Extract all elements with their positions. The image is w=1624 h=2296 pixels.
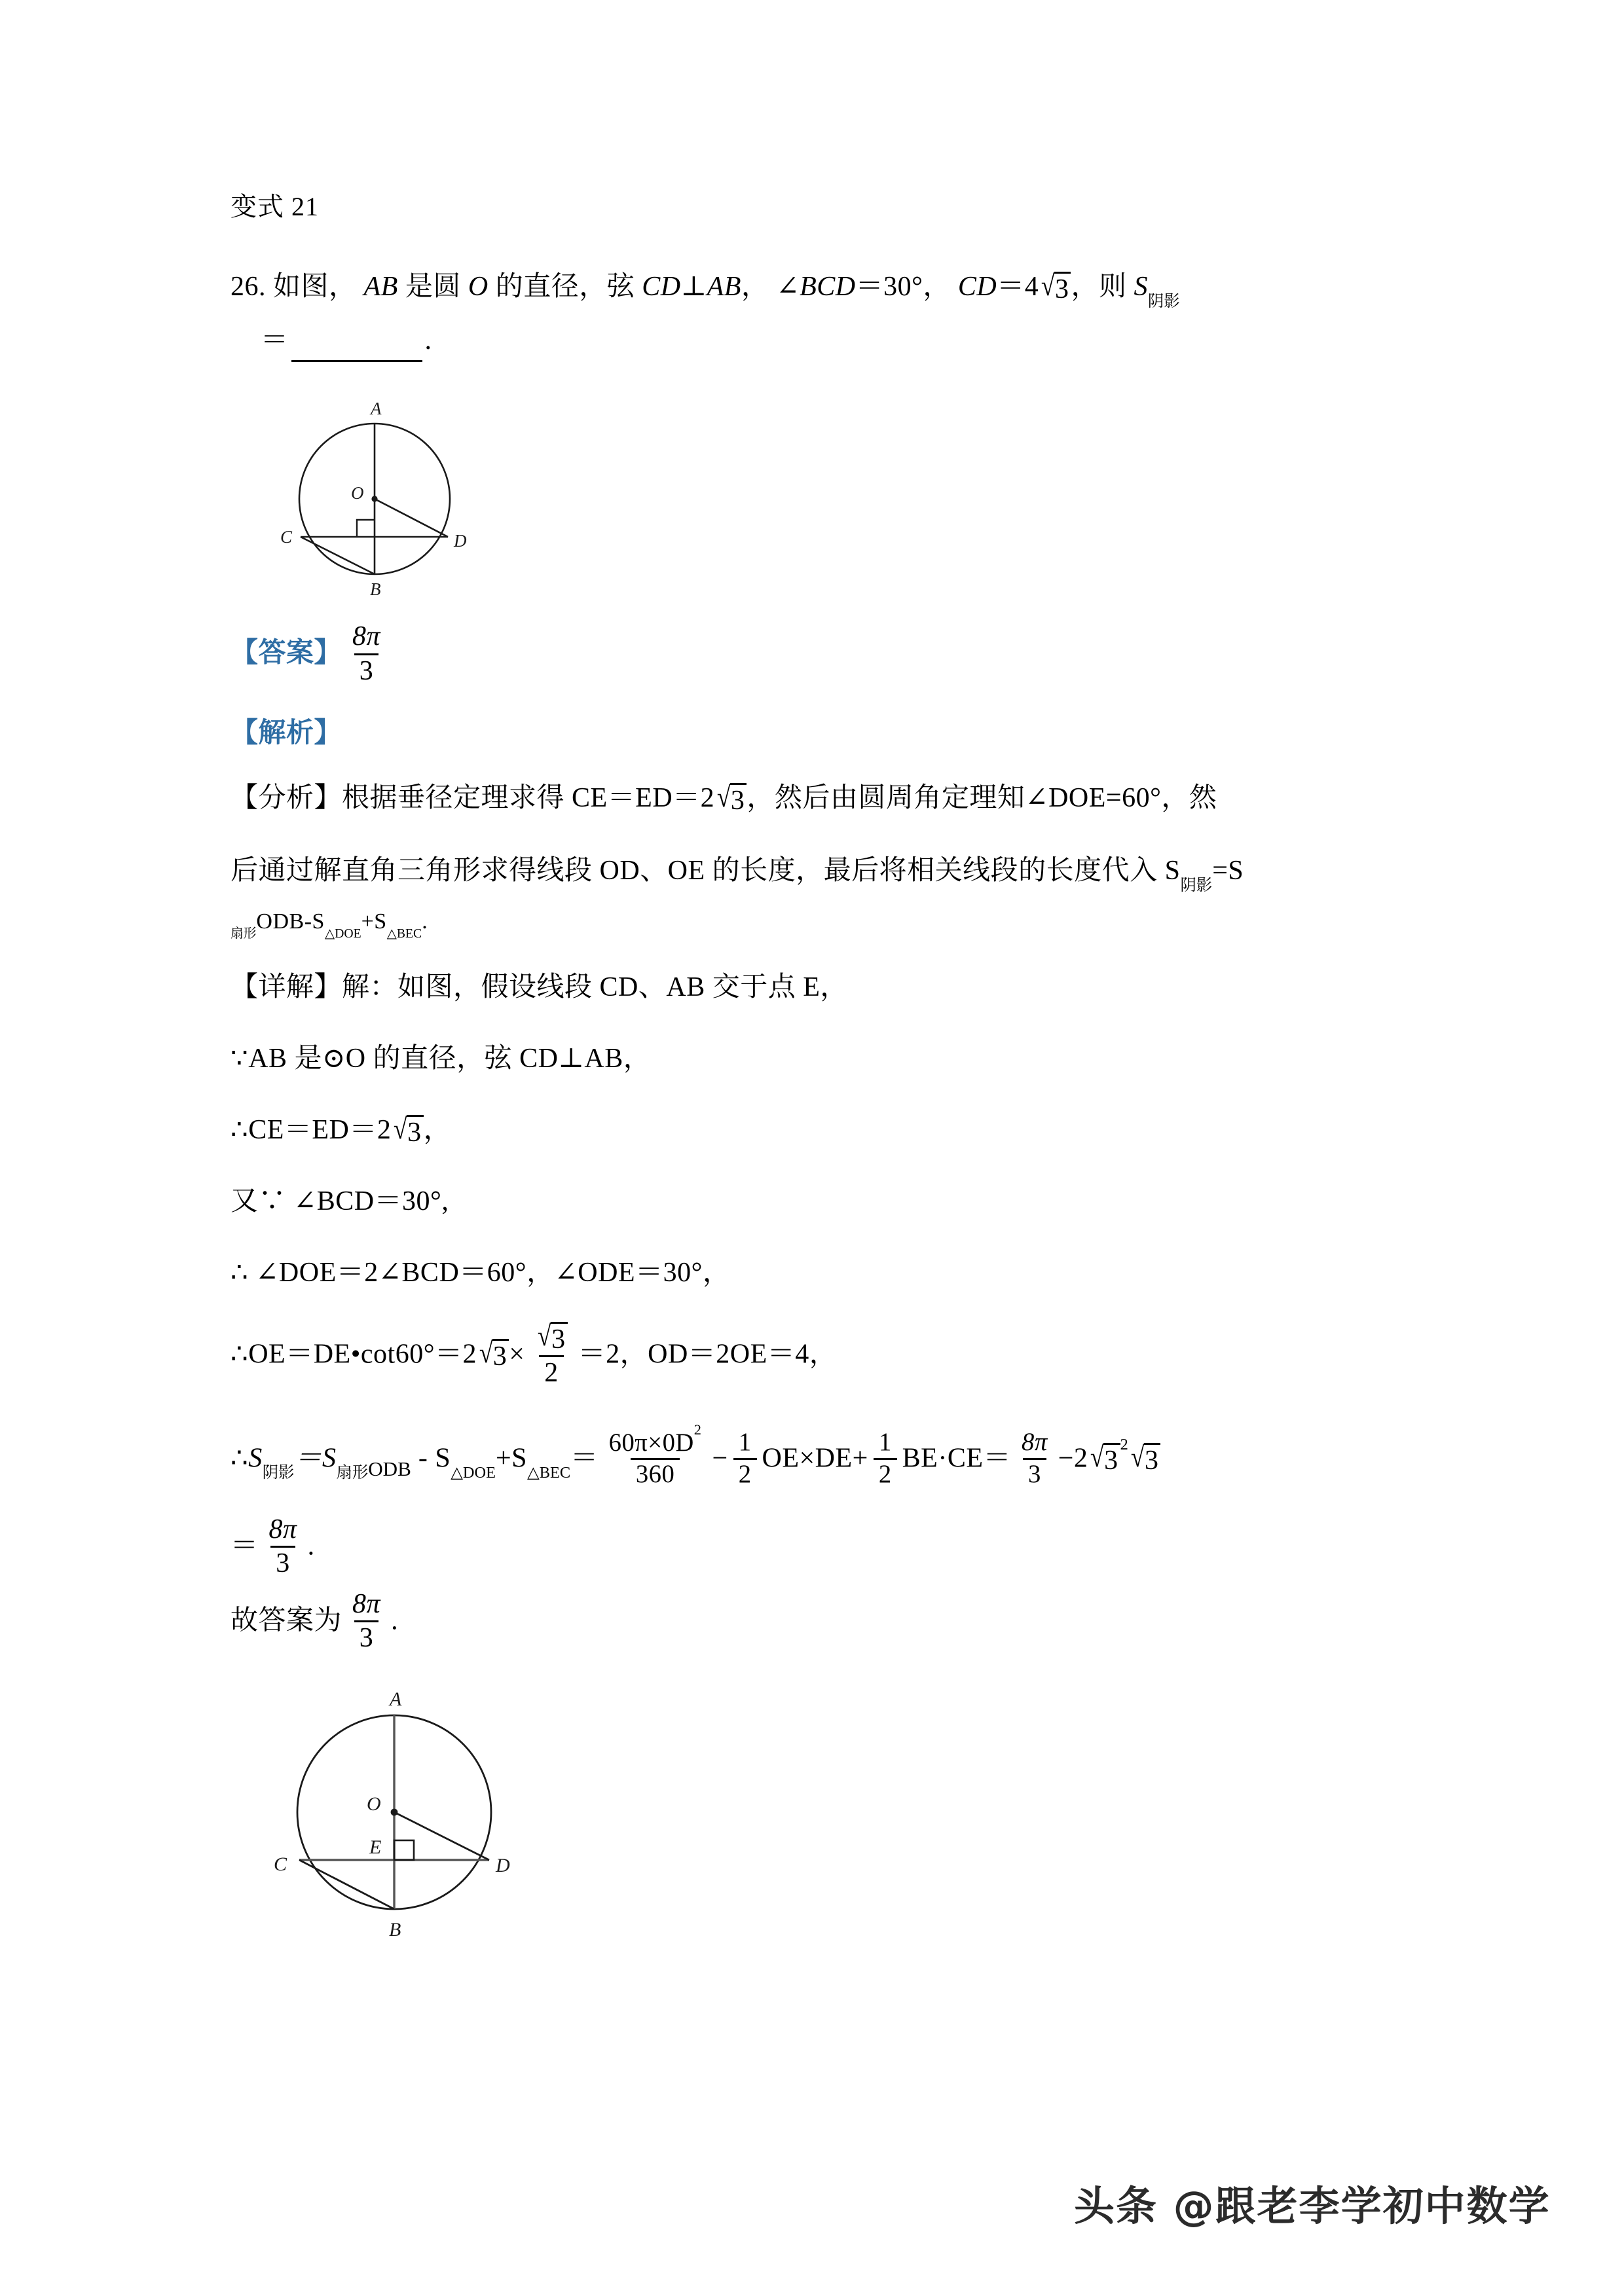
answer-numerator: 8π xyxy=(352,621,381,652)
analysis-doe-sub: △DOE xyxy=(324,926,361,941)
conclusion-suffix: . xyxy=(391,1605,399,1636)
result-suffix: . xyxy=(307,1531,315,1561)
answer-label: 【答案】 xyxy=(231,638,342,668)
solution-text-6-prefix: ∴OE＝DE•cot60°＝2 xyxy=(231,1339,477,1370)
radical-sign: √ xyxy=(538,1320,552,1353)
circle-diagram-1 xyxy=(270,384,479,600)
solution-fraction-root3-2 xyxy=(530,1322,572,1388)
frac-numerator: 1 xyxy=(738,1429,752,1456)
conclusion-fraction xyxy=(347,1590,386,1654)
formula-fraction-half-1 xyxy=(733,1429,757,1488)
question-eq-1: ＝30° xyxy=(855,272,923,302)
formula-tail-exponent: 2 xyxy=(1120,1435,1129,1453)
figure1-label-b: B xyxy=(370,579,381,600)
label-cd-2: CD xyxy=(957,272,997,302)
sqrt-3-num xyxy=(535,1322,567,1354)
analysis-plus-s: +S xyxy=(361,909,387,934)
watermark: 头条 @跟老李学初中数学 xyxy=(1074,2182,1551,2230)
formula-tail-sqrt-2 xyxy=(1128,1440,1160,1476)
question-text-4: ， xyxy=(923,272,951,302)
solution-formula-line xyxy=(231,1421,1475,1490)
solution-text-1: 解：如图，假设线段 CD、AB 交于点 E， xyxy=(342,972,848,1002)
conclusion-numerator: 8π xyxy=(352,1588,381,1619)
angle-symbol: ∠ xyxy=(776,272,800,302)
solution-result-line xyxy=(231,1516,1475,1580)
analysis-text-4: =S xyxy=(1212,856,1244,886)
question-statement xyxy=(231,266,1475,309)
frac-denominator: 3 xyxy=(1023,1458,1046,1489)
radicand: 3 xyxy=(492,1339,509,1371)
analysis-line-1 xyxy=(231,777,1475,820)
center-point-dot xyxy=(371,496,377,502)
explanation-label: 【解析】 xyxy=(231,718,342,748)
radicand: 3 xyxy=(730,783,747,815)
solution-line-5 xyxy=(231,1252,1475,1294)
solution-sqrt-3b xyxy=(477,1339,509,1371)
formula-op-plus: + xyxy=(852,1442,868,1473)
label-ab-2: AB xyxy=(707,272,741,302)
formula-fraction-half-2 xyxy=(874,1429,897,1488)
analysis-minus-s: -S xyxy=(304,909,325,934)
radical-sign: √ xyxy=(1041,270,1056,302)
question-number: 26. xyxy=(231,272,266,302)
right-angle-mark xyxy=(357,520,375,537)
analysis-sector-sub: 扇形 xyxy=(231,926,257,941)
solution-line-6 xyxy=(231,1320,1475,1389)
segment-cb xyxy=(301,537,375,574)
analysis-text-1: 根据垂径定理求得 CE＝ED＝2 xyxy=(342,783,715,814)
frac-numerator: 8π xyxy=(1022,1429,1048,1456)
radicand: 3 xyxy=(407,1115,424,1147)
solution-text-6-suffix: ＝2，OD＝2OE＝4， xyxy=(578,1339,838,1370)
solution-text-5: ∴ ∠DOE＝2∠BCD＝60°，∠ODE＝30°， xyxy=(231,1258,731,1288)
center-point-dot xyxy=(391,1809,398,1816)
formula-plus1: +S xyxy=(496,1442,528,1473)
figure2-label-a: A xyxy=(390,1688,402,1711)
s-symbol: S xyxy=(1134,272,1148,302)
formula-term2: OE×DE xyxy=(762,1442,853,1473)
conclusion-denominator: 3 xyxy=(354,1620,379,1653)
figure1-label-o: O xyxy=(351,483,364,503)
formula-fraction-result xyxy=(1016,1429,1053,1488)
formula-s: S xyxy=(248,1442,263,1473)
frac-numerator xyxy=(604,1421,707,1459)
answer-blank[interactable] xyxy=(291,338,422,362)
result-numerator: 8π xyxy=(268,1514,297,1544)
solution-line-1 xyxy=(231,966,1475,1009)
formula-fraction-sector xyxy=(604,1421,707,1489)
frac-denominator: 2 xyxy=(539,1355,564,1388)
question-text-5: ，则 xyxy=(1071,272,1127,302)
label-ab: AB xyxy=(363,272,398,302)
segment-od xyxy=(375,499,448,537)
s-subscript: 阴影 xyxy=(1148,292,1180,310)
frac-denominator: 2 xyxy=(733,1458,757,1489)
figure2-label-e: E xyxy=(369,1836,382,1859)
analysis-sqrt-3 xyxy=(714,783,747,815)
frac-denominator: 360 xyxy=(631,1458,680,1489)
blank-suffix: . xyxy=(424,325,432,356)
figure2-label-o: O xyxy=(367,1793,381,1815)
sqrt-3 xyxy=(1039,272,1071,304)
segment-cb xyxy=(299,1860,394,1909)
page-content xyxy=(231,190,1475,1969)
solution-sqrt-3 xyxy=(391,1112,423,1148)
formula-therefore: ∴ xyxy=(231,1442,249,1473)
frac-numerator: 1 xyxy=(878,1429,892,1456)
answer-row xyxy=(231,623,1475,687)
frac-numerator xyxy=(530,1322,572,1355)
analysis-line-3 xyxy=(231,905,1475,939)
figure2-label-d: D xyxy=(496,1855,510,1877)
analysis-text-2: ，然后由圆周角定理知∠DOE=60°，然 xyxy=(747,783,1217,814)
question-text-2: 的直径，弦 xyxy=(495,272,635,302)
solution-text-4: 又∵ ∠BCD＝30°, xyxy=(231,1186,449,1216)
formula-doe-sub: △DOE xyxy=(451,1463,496,1482)
figure1-label-d: D xyxy=(454,531,467,551)
solution-line-2 xyxy=(231,1038,1475,1080)
conclusion-prefix: 故答案为 xyxy=(231,1605,342,1636)
analysis-text-3: 后通过解直角三角形求得线段 OD、OE 的长度，最后将相关线段的长度代入 S xyxy=(231,856,1181,886)
radicand: 3 xyxy=(1103,1443,1120,1475)
figure2-label-b: B xyxy=(389,1919,401,1941)
solution-text-2: ∵AB 是⊙O 的直径，弦 CD⊥AB， xyxy=(231,1043,652,1074)
label-cd: CD xyxy=(642,272,681,302)
formula-minus1: - S xyxy=(411,1442,451,1473)
segment-od xyxy=(394,1812,489,1860)
solution-text-3-prefix: ∴CE＝ED＝2 xyxy=(231,1114,392,1145)
result-prefix: ＝ xyxy=(231,1531,259,1561)
formula-eq1: ＝S xyxy=(294,1442,337,1473)
frac-num-exponent: 2 xyxy=(693,1421,702,1438)
formula-bec-sub: △BEC xyxy=(527,1463,571,1482)
formula-op-minus2: − xyxy=(1058,1442,1074,1473)
label-bcd: BCD xyxy=(800,272,856,302)
radical-sign: √ xyxy=(479,1337,493,1370)
solution-text-3-suffix: ， xyxy=(423,1114,452,1145)
frac-num-text: 60π×0D xyxy=(608,1429,694,1457)
solution-label: 【详解】 xyxy=(231,972,342,1002)
figure1-label-a: A xyxy=(371,399,382,419)
formula-eq3: ＝ xyxy=(983,1442,1012,1473)
geometry-figure-2 xyxy=(257,1671,1475,1950)
formula-term3: BE·CE xyxy=(902,1442,984,1473)
analysis-period: . xyxy=(422,909,428,934)
analysis-label: 【分析】 xyxy=(231,783,342,814)
formula-eq2: ＝ xyxy=(570,1442,599,1473)
radical-sign: √ xyxy=(1131,1440,1145,1473)
analysis-line-2 xyxy=(231,850,1475,893)
answer-fraction xyxy=(347,622,386,686)
result-denominator: 3 xyxy=(270,1546,295,1578)
solution-conclusion-line xyxy=(231,1588,1475,1655)
explanation-row xyxy=(231,712,1475,755)
section-heading: 变式 21 xyxy=(231,192,319,221)
question-lead: 如图， xyxy=(273,272,357,302)
geometry-figure-1 xyxy=(270,384,1475,604)
blank-prefix: ＝ xyxy=(261,325,289,356)
formula-tail-2: 2 xyxy=(1073,1442,1088,1473)
question-text-1: 是圆 xyxy=(405,272,461,302)
formula-odb: ODB xyxy=(368,1457,411,1480)
analysis-sub-shadow: 阴影 xyxy=(1180,876,1213,894)
figure1-label-c: C xyxy=(280,527,293,547)
answer-denominator: 3 xyxy=(354,653,379,686)
solution-line-4 xyxy=(231,1180,1475,1223)
radical-sign: √ xyxy=(1090,1440,1105,1473)
perp-symbol: ⊥ xyxy=(680,272,707,302)
analysis-odb: ODB xyxy=(256,909,304,934)
radicand: 3 xyxy=(1054,272,1071,304)
radical-sign: √ xyxy=(394,1112,408,1145)
formula-tail-sqrt-1 xyxy=(1088,1440,1120,1476)
circle-diagram-2 xyxy=(257,1671,538,1946)
question-blank-line xyxy=(261,319,1475,362)
radicand: 3 xyxy=(1144,1443,1161,1475)
result-fraction xyxy=(264,1515,303,1579)
radicand: 3 xyxy=(551,1322,568,1354)
formula-sector-sub: 扇形 xyxy=(336,1463,369,1482)
radical-sign: √ xyxy=(717,781,731,814)
label-o: O xyxy=(468,272,489,302)
frac-denominator: 2 xyxy=(874,1458,897,1489)
analysis-bec-sub: △BEC xyxy=(386,926,422,941)
question-text-3: ， xyxy=(741,272,769,302)
question-eq-2: ＝4 xyxy=(997,272,1039,302)
formula-op-minus: − xyxy=(712,1442,728,1473)
solution-times: × xyxy=(509,1339,525,1370)
right-angle-mark xyxy=(394,1840,414,1860)
figure2-label-c: C xyxy=(274,1853,287,1876)
formula-s-sub: 阴影 xyxy=(262,1463,295,1482)
solution-line-3 xyxy=(231,1109,1475,1152)
